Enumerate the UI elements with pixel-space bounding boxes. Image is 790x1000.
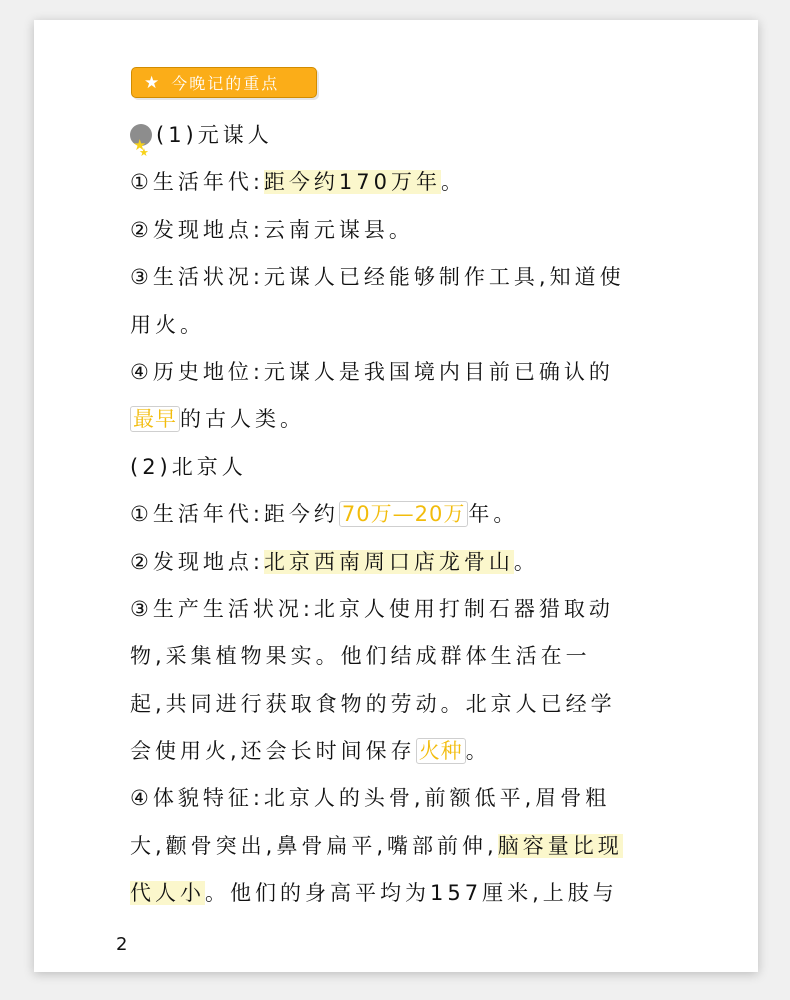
beijing-heading: (2)北京人 — [130, 454, 247, 479]
answer-box: 70万—20万 — [339, 501, 468, 527]
star-icon: ★ — [144, 72, 162, 93]
text-span: 年。 — [468, 502, 519, 527]
text-span: ①生活年代:距今约 — [130, 502, 339, 527]
yuanmou-line-1 — [130, 159, 678, 206]
yuanmou-line-4: 用火。 — [130, 312, 205, 337]
text-span: 大,颧骨突出,鼻骨扁平,嘴部前伸, — [130, 833, 498, 858]
text-span: 会使用火,还会长时间保存 — [130, 739, 416, 764]
section-badge — [131, 67, 317, 98]
highlight-span: 北京西南周口店龙骨山 — [263, 549, 514, 574]
text-span: 。他们的身高平均为157厘米,上肢与 — [205, 881, 618, 906]
notes-content — [130, 112, 678, 918]
page-number: 2 — [116, 934, 128, 955]
yuanmou-heading — [130, 112, 678, 159]
beijing-line-5: 起,共同进行获取食物的劳动。北京人已经学 — [130, 691, 616, 716]
text-span: 。 — [465, 739, 491, 764]
yuanmou-line-2: ②发现地点:云南元谋县。 — [130, 217, 414, 242]
highlight-span: 脑容量比现 — [497, 833, 623, 858]
beijing-line-9 — [130, 870, 678, 917]
beijing-line-1 — [130, 491, 678, 538]
answer-box: 火种 — [416, 738, 466, 764]
yuanmou-line-5: ④历史地位:元谋人是我国境内目前已确认的 — [130, 359, 614, 384]
text-span: ②发现地点: — [130, 549, 264, 574]
beijing-line-3: ③生产生活状况:北京人使用打制石器猎取动 — [130, 596, 614, 621]
badge-title: 今晚记的重点 — [171, 74, 280, 93]
beijing-line-6 — [130, 728, 678, 775]
yuanmou-title: (1)元谋人 — [156, 123, 273, 147]
beijing-line-8 — [130, 823, 678, 870]
highlight-span: 代人小 — [130, 881, 205, 906]
highlight-span: 距今约170万年 — [263, 170, 441, 195]
beijing-line-2 — [130, 539, 678, 586]
beijing-line-7: ④体貌特征:北京人的头骨,前额低平,眉骨粗 — [130, 786, 611, 811]
text-span: 。 — [441, 170, 466, 195]
text-span: 。 — [513, 549, 539, 574]
yuanmou-line-6 — [130, 396, 678, 443]
stars-emblem-icon — [130, 124, 152, 146]
book-page — [34, 20, 758, 972]
text-span: ①生活年代: — [130, 170, 264, 195]
yuanmou-line-3: ③生活状况:元谋人已经能够制作工具,知道使 — [130, 265, 625, 290]
text-span: 的古人类。 — [180, 407, 305, 432]
answer-box: 最早 — [130, 406, 180, 432]
beijing-line-4: 物,采集植物果实。他们结成群体生活在一 — [130, 644, 591, 669]
